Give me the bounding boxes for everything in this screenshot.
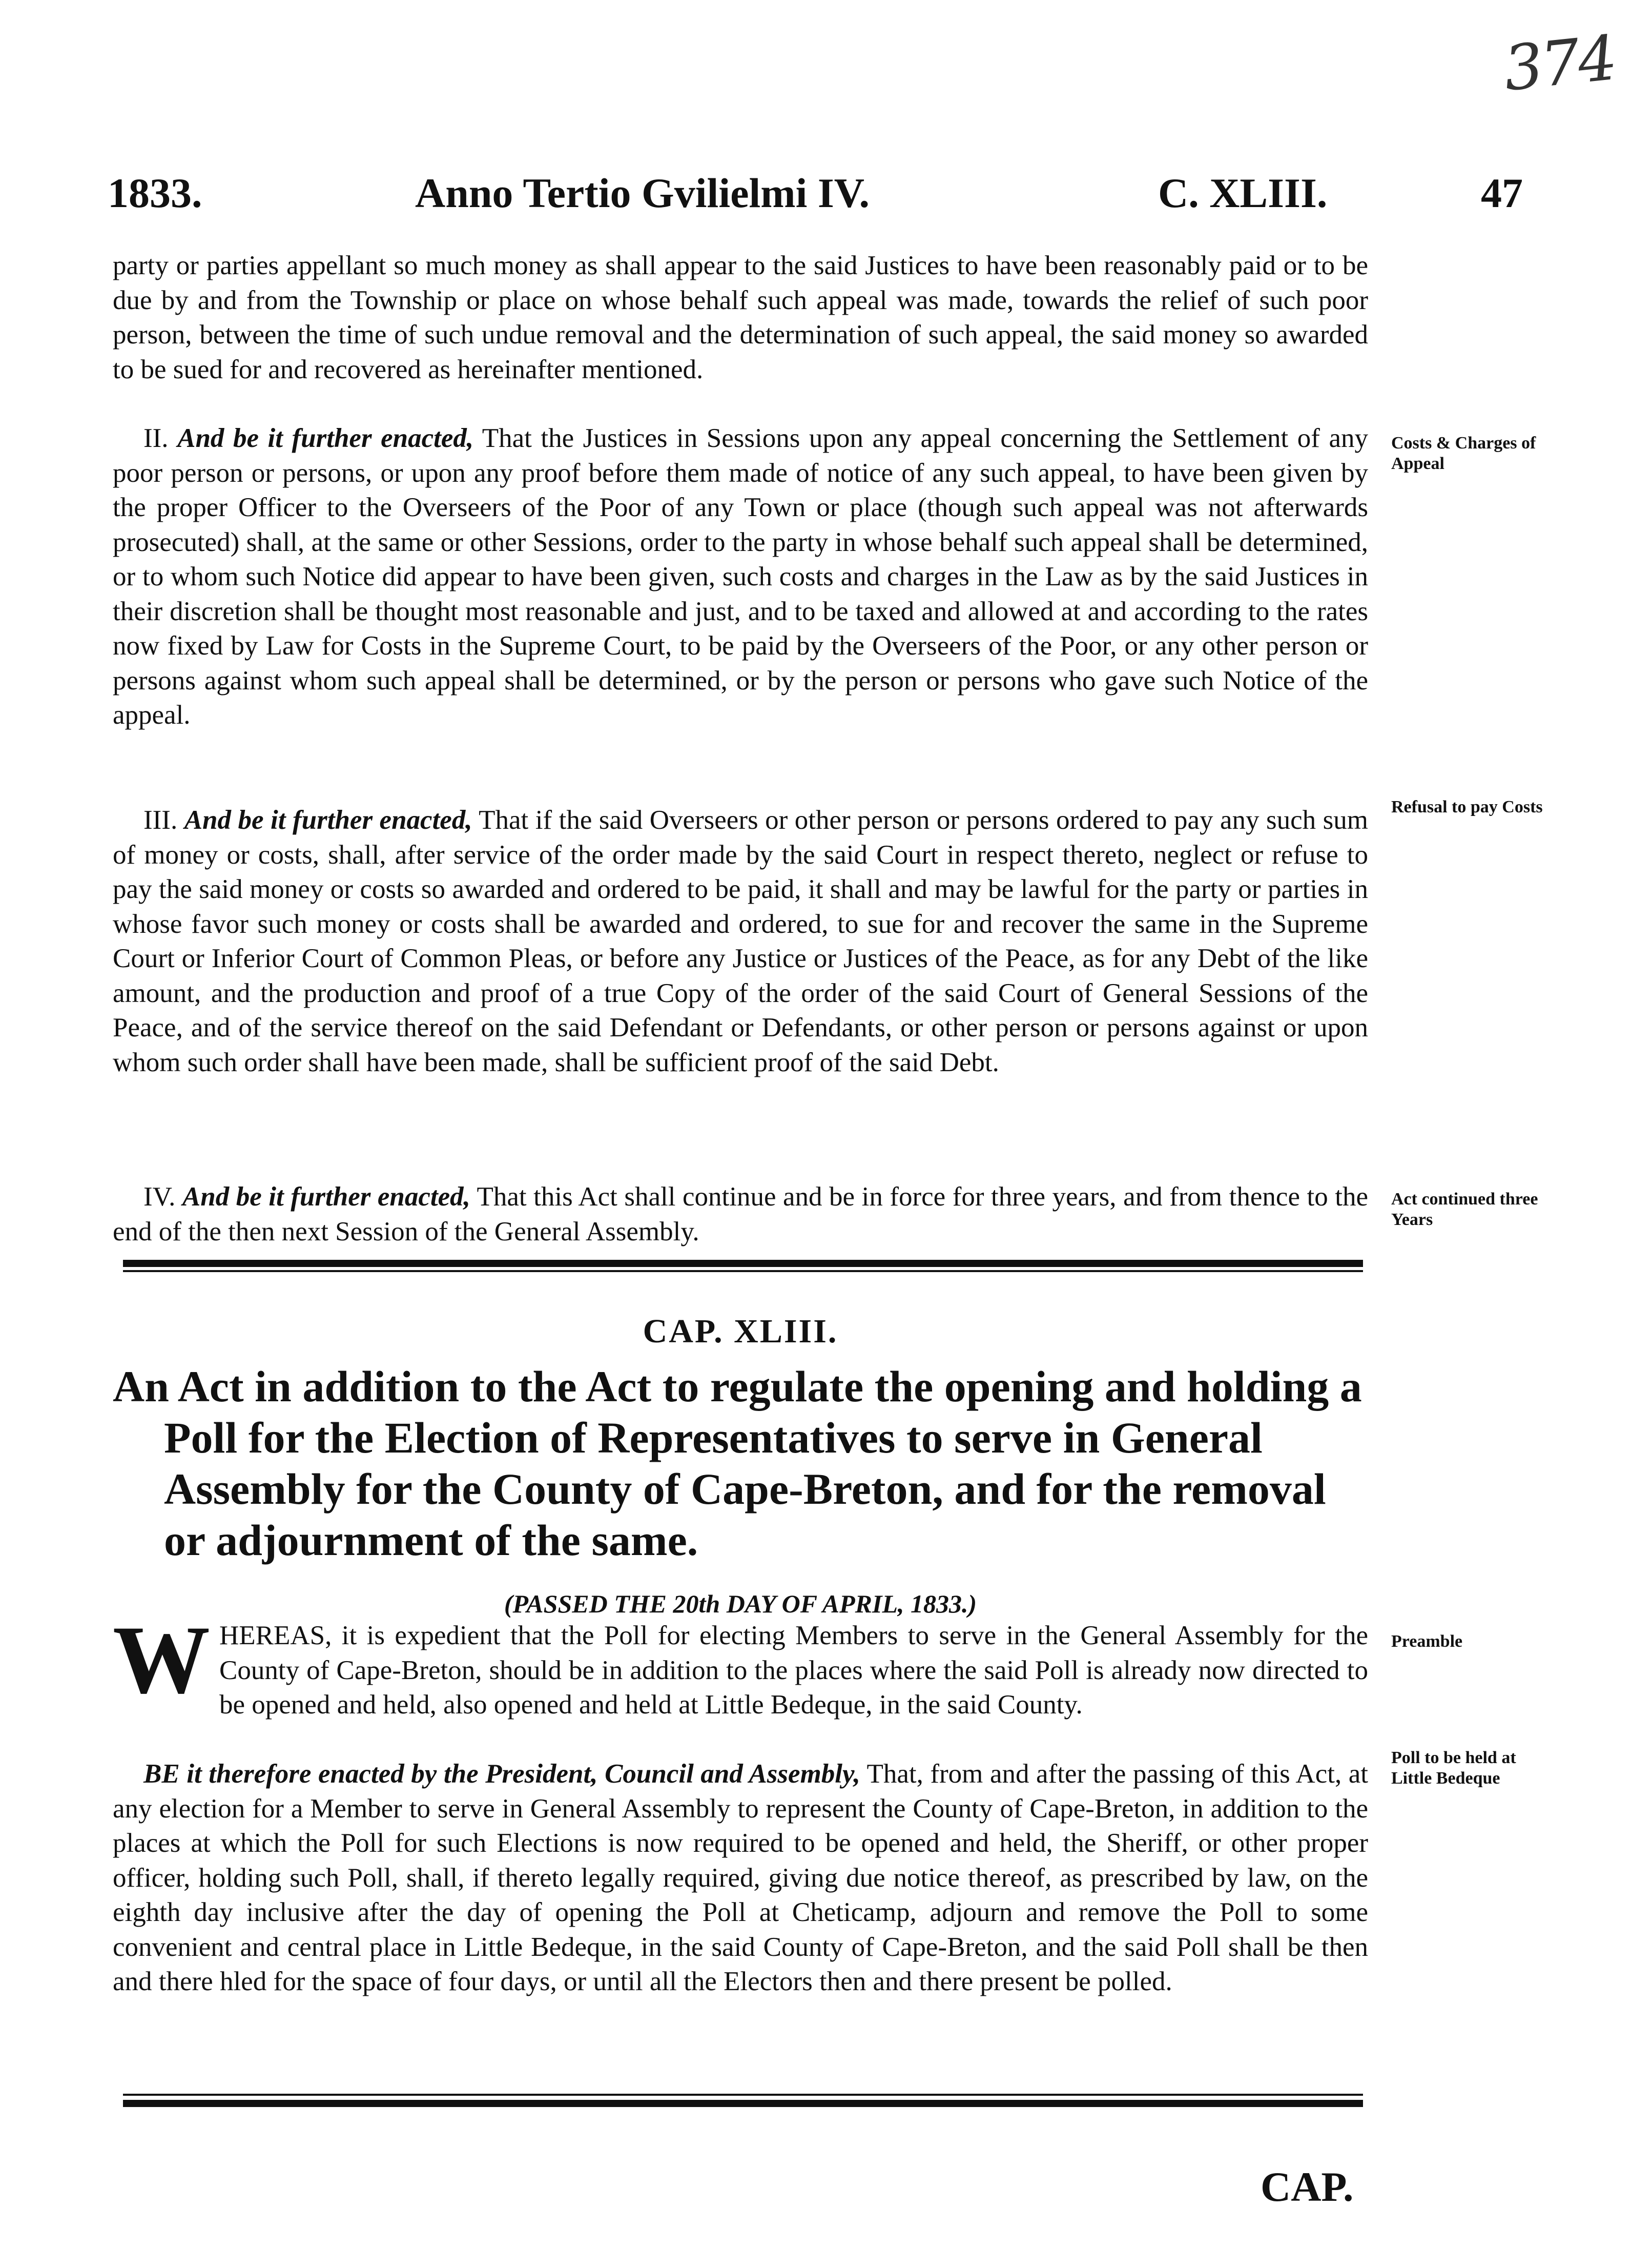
- margin-note-costs-charges: Costs & Charges of Appeal: [1391, 434, 1536, 473]
- handwritten-folio-number: 374: [1500, 23, 1619, 105]
- enacting-text: That, from and after the passing of this Act, at any election for a Member to serve in General Assembly to represent the County of Cape-Breton, in addition to the places at which the Poll for such Elections is now required to be opened and held, the Sheriff, or other proper officer, holding such Poll, shall, if thereto legally required, giving due notice thereof, as prescribed by law, on the eighth day inclusive after the day of opening the Poll at Cheticamp, adjourn and remove the Poll to some convenient and central place in Little Bedeque, in the said County of Cape-Breton, and the said Poll shall be then and there hled for the space of four days, or until all the Electors then and there present be polled.: [113, 1759, 1368, 1996]
- header-title: Anno Tertio Gvilielmi IV.: [415, 170, 870, 216]
- section-2-text: That the Justices in Sessions upon any appeal concerning the Settlement of any poor person or persons, or upon any proof before them made of notice of any such appeal, to have been given by the proper Officer to the Overseers of the Poor of any Town or place (though such appeal was not afterwards prosecuted) shall, at the same or other Sessions, order to the party in whose behalf such appeal shall be determined, or to whom such Notice did appear to have been given, such costs and charges in the Law as by the said Justices in their discretion shall be thought most reasonable and just, and to be taxed and allowed at and according to the rates now fixed by Law for Costs in the Supreme Court, to be paid by the Overseers of the Poor, or any other person or persons against whom such appeal shall be determined, or by the person or persons who gave such Notice of the appeal.: [113, 423, 1368, 730]
- margin-note-poll-held: Poll to be held at Little Bedeque: [1391, 1748, 1516, 1788]
- section-2-number: II.: [143, 423, 169, 453]
- margin-note-act-continued: Act continued three Years: [1391, 1190, 1538, 1229]
- section-3-number: III.: [143, 805, 178, 835]
- section-1-continuation: party or parties appellant so much money as shall appear to the said Justices to have been reasonably paid or to be due by and from the Township or place on whose behalf such appeal was made, towards the relief of such poor person, between the time of such undue removal and the determination of such appeal, the said money so awarded to be sued for and recovered as hereinafter mentioned.: [113, 251, 1368, 384]
- section-divider-thick: [123, 1260, 1363, 1267]
- section-4-text: That this Act shall continue and be in force for three years, and from thence to the end of the then next Session of the General Assembly.: [113, 1182, 1368, 1246]
- section-3-text: That if the said Overseers or other person or persons ordered to pay any such sum of money or costs, shall, after service of the order made by the said Court in respect thereto, neglect or refuse to pay the said money or costs so awarded and ordered to be paid, it shall and may be lawful for the party or parties in whose favor such money or costs shall be awarded and ordered, to sue for and recover the same in the Supreme Court or Inferior Court of Common Pleas, or before any Justice or Justices of the Peace, as for any Debt of the like amount, and the production and proof of a true Copy of the order of the said Court of General Sessions of the Peace, and of the service thereof on the said Defendant or Defendants, or other person or persons against or upon whom such order shall have been made, shall be sufficient proof of the said Debt.: [113, 805, 1369, 1077]
- bottom-divider-thin: [123, 2094, 1363, 2096]
- running-header: [108, 169, 1537, 226]
- margin-note-refusal: Refusal to pay Costs: [1391, 798, 1543, 816]
- bottom-divider-thick: [123, 2100, 1363, 2107]
- section-divider-thin: [123, 1270, 1363, 1272]
- section-4-enacting-words: And be it further enacted,: [182, 1182, 470, 1212]
- act-title: An Act in addition to the Act to regulate the opening and holding a Poll for the Election of Representatives to serve in General Assembly for the County of Cape-Breton, and for the removal or adjournment of the same.: [113, 1362, 1362, 1565]
- enacting-paragraph: [113, 1757, 1368, 1999]
- catchword: CAP.: [1261, 2163, 1354, 2210]
- preamble-paragraph: [113, 1606, 1368, 1723]
- page-number: 47: [1481, 170, 1523, 216]
- margin-note-preamble: Preamble: [1391, 1632, 1463, 1651]
- passed-date: (PASSED THE 20th DAY OF APRIL, 1833.): [504, 1589, 977, 1618]
- section-3: [113, 803, 1368, 1080]
- section-2: [113, 421, 1368, 733]
- chapter-number: CAP. XLIII.: [643, 1313, 838, 1350]
- section-2-enacting-words: And be it further enacted,: [177, 423, 474, 453]
- preamble-text: HEREAS, it is expedient that the Poll for electing Members to serve in the General Assembly for the County of Cape-Breton, should be in addition to the places where the said Poll is already now directed to be opened and held, also opened and held at Little Bedeque, in the said County.: [219, 1621, 1368, 1720]
- section-4-number: IV.: [143, 1182, 176, 1212]
- drop-cap-initial: W: [113, 1606, 210, 1714]
- section-4: [113, 1180, 1368, 1249]
- enacting-clause: BE it therefore enacted by the President, Council and Assembly,: [143, 1759, 860, 1789]
- header-chapter: C. XLIII.: [1158, 170, 1328, 216]
- section-3-enacting-words: And be it further enacted,: [184, 805, 472, 835]
- header-year: 1833.: [108, 170, 202, 216]
